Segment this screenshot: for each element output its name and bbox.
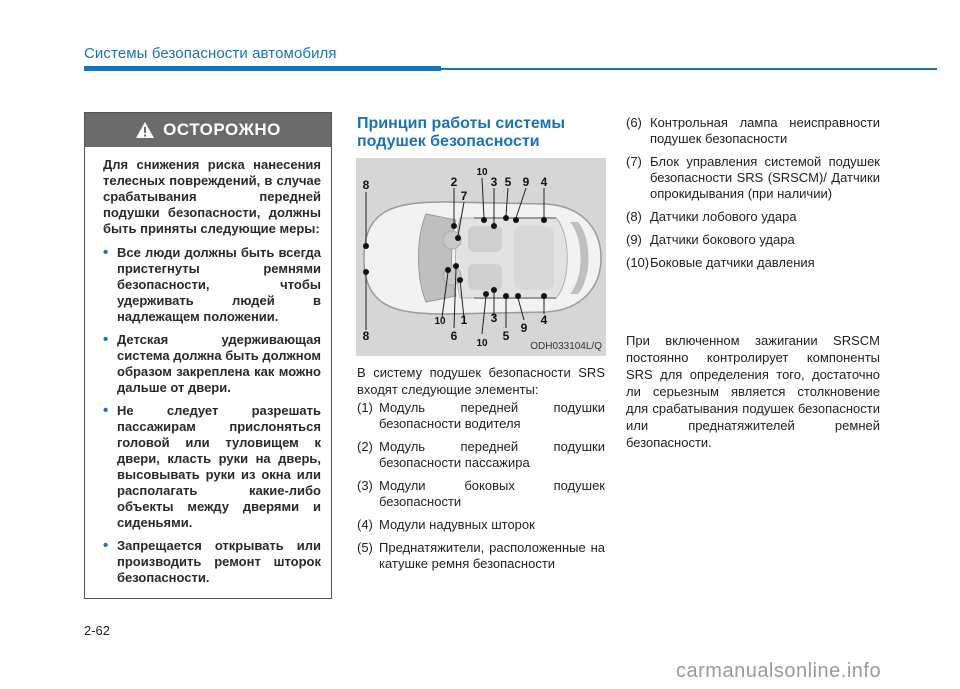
list-item: (5) Преднатяжители, расположенные на катушке ремня безопасности: [357, 540, 605, 571]
diagram-label: 6: [450, 329, 458, 343]
header-title: Системы безопасности автомобиля: [84, 45, 337, 62]
components-list: [357, 400, 605, 579]
diagram-label: 5: [504, 175, 512, 189]
section-title: Принцип работы системы подушек безопасности: [357, 115, 566, 150]
diagram-label: 8: [362, 329, 370, 343]
warning-title: ОСТОРОЖНО: [163, 120, 281, 139]
warning-box: [84, 112, 332, 599]
diagram-label: 10: [476, 338, 488, 349]
diagram-label: 9: [520, 321, 528, 335]
list-item: (6) Контрольная лампа неисправности подушек безопасности: [626, 115, 880, 146]
car-topview-illustration: [356, 158, 606, 356]
warning-intro: Для снижения риска нанесения телесных повреждений, в случае срабатывания передней подушки безопасности, должны быть приняты следующие меры:: [103, 157, 321, 236]
diagram-label: 7: [460, 189, 468, 203]
warning-item: • Детская удерживающая система должна быть должном образом закреплена как можно дальше от двери.: [103, 332, 321, 396]
ignition-note: При включенном зажигании SRSCM постоянно контролирует компоненты SRS для определения того, достаточно ли серьезным является столкновение для срабатывания подушек безопасности или преднатяжителей ремней безопасности.: [626, 333, 880, 450]
list-item: (3) Модули боковых подушек безопасности: [357, 478, 605, 509]
diagram-label: 10: [476, 167, 488, 178]
warning-triangle-icon: [135, 121, 155, 139]
diagram-label: 4: [540, 313, 548, 327]
intro-text: В систему подушек безопасности SRS входят следующие элементы:: [357, 365, 605, 397]
header-rule-thick: [84, 66, 441, 71]
diagram-label: 10: [434, 316, 446, 327]
diagram-label: 8: [362, 178, 370, 192]
diagram-label: 2: [450, 175, 458, 189]
header-rule-thin: [441, 68, 937, 70]
diagram-label: 3: [490, 311, 498, 325]
warning-list: [103, 245, 321, 586]
list-item: (9) Датчики бокового удара: [626, 232, 795, 247]
diagram-label: 1: [460, 313, 468, 327]
warning-item: • Запрещается открывать или производить ремонт шторок безопасности.: [103, 538, 321, 586]
list-item: (4) Модули надувных шторок: [357, 517, 535, 532]
diagram-label: 9: [522, 175, 530, 189]
watermark: carmanualsonline.info: [676, 660, 882, 682]
list-item: (1) Модуль передней подушки безопасности водителя: [357, 400, 605, 431]
figure-code: ODH033104L/Q: [530, 341, 602, 352]
list-item: (8) Датчики лобового удара: [626, 209, 797, 224]
list-item: (2) Модуль передней подушки безопасности пассажира: [357, 439, 605, 470]
components-list-continued: [626, 115, 880, 278]
list-item: (7) Блок управления системой подушек безопасности SRS (SRSCM)/ Датчики опрокидывания (при наличии): [626, 154, 880, 201]
page-number: 2-62: [84, 623, 111, 638]
diagram-label: 5: [502, 329, 510, 343]
diagram-label: 4: [540, 175, 548, 189]
warning-item: • Все люди должны быть всегда пристегнуты ремнями безопасности, чтобы удерживать людей в надлежащем положении.: [103, 245, 321, 325]
airbag-diagram: [356, 158, 606, 356]
warning-item: • Не следует разрешать пассажирам прислоняться головой или туловищем к двери, класть руки на дверь, высовывать руки из окна или располагать какие-либо объекты между дверями и сиденьями.: [103, 403, 321, 531]
diagram-label: 3: [490, 175, 498, 189]
warning-header: [85, 113, 331, 147]
list-item: (10) Боковые датчики давления: [626, 255, 815, 270]
